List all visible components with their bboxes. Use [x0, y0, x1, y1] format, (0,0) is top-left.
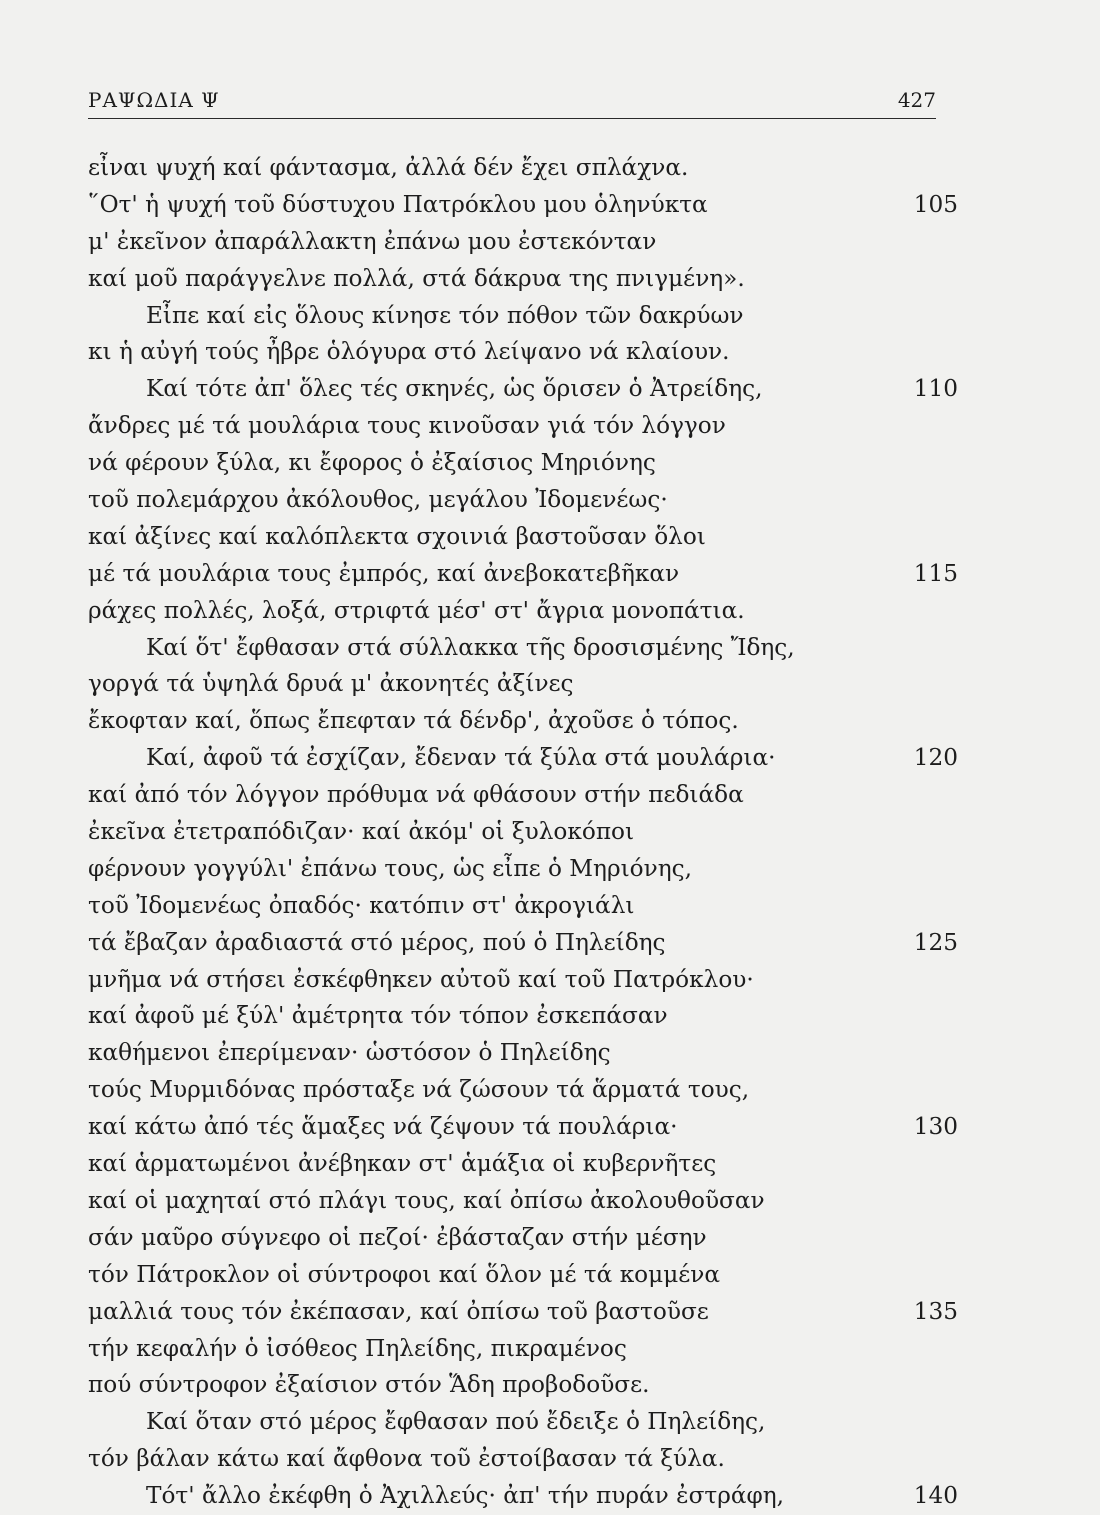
page-number: 427	[897, 88, 936, 112]
verse-line	[88, 1183, 988, 1220]
verse-line	[88, 777, 988, 814]
verse-text: καί οἱ μαχηταί στό πλάγι τους, καί ὀπίσω ἀκολουθοῦσαν	[88, 1186, 765, 1214]
running-title: ΡΑΨΩΔΙΑ Ψ	[88, 88, 220, 112]
verse-text: μαλλιά τους τόν ἐκέπασαν, καί ὀπίσω τοῦ βαστοῦσε	[88, 1297, 709, 1325]
verse-text: τοῦ Ἰδομενέως ὀπαδός· κατόπιν στ' ἀκρογιάλι	[88, 891, 635, 919]
line-number: 115	[913, 559, 958, 587]
verse-line	[88, 666, 988, 703]
line-number: 120	[913, 744, 958, 772]
verse-line	[88, 593, 988, 630]
verse-text: καθήμενοι ἐπερίμεναν· ὡστόσον ὁ Πηλείδης	[88, 1039, 611, 1067]
verse-text: ράχες πολλές, λοξά, στριφτά μέσ' στ' ἄγρια μονοπάτια.	[88, 596, 745, 624]
verse-text: Καί, ἀφοῦ τά ἐσχίζαν, ἔδεναν τά ξύλα στά μουλάρια·	[146, 744, 776, 772]
verse-line	[88, 740, 988, 777]
verse-line	[88, 298, 988, 335]
verse-line	[88, 519, 988, 556]
verse-line	[88, 925, 988, 962]
verse-text: φέρνουν γογγύλι' ἐπάνω τους, ὡς εἶπε ὁ Μηριόνης,	[88, 854, 692, 882]
verse-text: καί ἀξίνες καί καλόπλεκτα σχοινιά βαστοῦσαν ὅλοι	[88, 522, 706, 550]
line-number: 110	[913, 375, 958, 403]
verse-text: Καί ὅταν στό μέρος ἔφθασαν πού ἔδειξε ὁ Πηλείδης,	[146, 1408, 766, 1436]
verse-line	[88, 998, 988, 1035]
verse-line	[88, 851, 988, 888]
verse-line	[88, 1109, 988, 1146]
verse-text: τήν κεφαλήν ὁ ἰσόθεος Πηλείδης, πικραμένος	[88, 1334, 627, 1362]
verse-text: ἄνδρες μέ τά μουλάρια τους κινοῦσαν γιά τόν λόγγον	[88, 412, 726, 440]
verse-text: καί ἀπό τόν λόγγον πρόθυμα νά φθάσουν στήν πεδιάδα	[88, 781, 744, 809]
verse-text: τά ἔβαζαν ἀραδιαστά στό μέρος, πού ὁ Πηλείδης	[88, 928, 666, 956]
verse-line	[88, 1035, 988, 1072]
verse-line	[88, 962, 988, 999]
verse-line	[88, 1257, 988, 1294]
verse-text: νά φέρουν ξύλα, κι ἔφορος ὁ ἐξαίσιος Μηριόνης	[88, 449, 656, 477]
verse-line	[88, 1331, 988, 1368]
verse-text: κι ἡ αὐγή τούς ἦβρε ὁλόγυρα στό λείψανο νά κλαίουν.	[88, 338, 730, 366]
verse-line	[88, 630, 988, 667]
line-number: 140	[913, 1482, 958, 1510]
verse-text: γοργά τά ὑψηλά δρυά μ' ἀκονητές ἀξίνες	[88, 670, 574, 698]
verse-line	[88, 1478, 988, 1515]
verse-line	[88, 1404, 988, 1441]
verse-text: Τότ' ἄλλο ἐκέφθη ὁ Ἀχιλλεύς· ἀπ' τήν πυράν ἐστράφη,	[146, 1482, 785, 1510]
verse-text: καί ἀφοῦ μέ ξύλ' ἀμέτρητα τόν τόπον ἐσκεπάσαν	[88, 1002, 668, 1030]
verse-line	[88, 187, 988, 224]
verse-text: μ' ἐκεῖνον ἀπαράλλακτη ἐπάνω μου ἐστεκόνταν	[88, 227, 657, 255]
verse-line	[88, 1441, 988, 1478]
verse-text: τόν Πάτροκλον οἱ σύντροφοι καί ὅλον μέ τά κομμένα	[88, 1260, 721, 1288]
verse-line	[88, 224, 988, 261]
line-number: 105	[913, 190, 958, 218]
verse-line	[88, 371, 988, 408]
verse-line	[88, 814, 988, 851]
verse-text: τούς Μυρμιδόνας πρόσταξε νά ζώσουν τά ἅρματά τους,	[88, 1076, 750, 1104]
verse-text: τοῦ πολεμάρχου ἀκόλουθος, μεγάλου Ἰδομενέως·	[88, 486, 668, 514]
line-number: 125	[913, 928, 958, 956]
verse-text: εἶναι ψυχή καί φάντασμα, ἀλλά δέν ἔχει σπλάχνα.	[88, 154, 689, 181]
line-number: 135	[913, 1297, 958, 1325]
verse-text: καί ἁρματωμένοι ἀνέβηκαν στ' ἁμάξια οἱ κυβερνῆτες	[88, 1150, 717, 1178]
verse-text: πού σύντροφον ἐξαίσιον στόν Ἅδη προβοδοῦσε.	[88, 1371, 650, 1399]
page-header	[88, 76, 936, 119]
verse-text: ἔκοφταν καί, ὅπως ἔπεφταν τά δένδρ', ἀχοῦσε ὁ τόπος.	[88, 707, 739, 735]
verse-text: Καί ὅτ' ἔφθασαν στά σύλλακκα τῆς δροσισμένης Ἴδης,	[146, 633, 795, 661]
verse-text: ῞Οτ' ἡ ψυχή τοῦ δύστυχου Πατρόκλου μου ὁληνύκτα	[88, 190, 708, 218]
verse-line	[88, 445, 988, 482]
verse-line	[88, 482, 988, 519]
verse-line	[88, 150, 988, 187]
verse-line	[88, 888, 988, 925]
verse-text: καί κάτω ἀπό τές ἅμαξες νά ζέψουν τά πουλάρια·	[88, 1113, 678, 1141]
verse-text: Εἶπε καί εἰς ὅλους κίνησε τόν πόθον τῶν δακρύων	[146, 301, 744, 329]
verse-line	[88, 1146, 988, 1183]
verse-text: τόν βάλαν κάτω καί ἄφθονα τοῦ ἐστοίβασαν τά ξύλα.	[88, 1445, 725, 1473]
verse-line	[88, 1072, 988, 1109]
verse-text: ἐκεῖνα ἐτετραπόδιζαν· καί ἀκόμ' οἱ ξυλοκόποι	[88, 818, 635, 846]
verse-line	[88, 1367, 988, 1404]
verse-line	[88, 703, 988, 740]
verse-line	[88, 1220, 988, 1257]
verse-line	[88, 556, 988, 593]
verse-line	[88, 334, 988, 371]
poem-text	[88, 150, 988, 1515]
verse-text: μέ τά μουλάρια τους ἐμπρός, καί ἀνεβοκατεβῆκαν	[88, 559, 680, 587]
verse-text: σάν μαῦρο σύγνεφο οἱ πεζοί· ἐβάσταζαν στήν μέσην	[88, 1223, 707, 1251]
verse-line	[88, 1294, 988, 1331]
verse-text: καί μοῦ παράγγελνε πολλά, στά δάκρυα της πνιγμένη».	[88, 264, 745, 292]
verse-text: Καί τότε ἀπ' ὅλες τές σκηνές, ὡς ὅρισεν ὁ Ἀτρείδης,	[146, 375, 763, 403]
line-number: 130	[913, 1113, 958, 1141]
verse-text: μνῆμα νά στήσει ἐσκέφθηκεν αὐτοῦ καί τοῦ Πατρόκλου·	[88, 965, 754, 993]
verse-line	[88, 261, 988, 298]
verse-line	[88, 408, 988, 445]
